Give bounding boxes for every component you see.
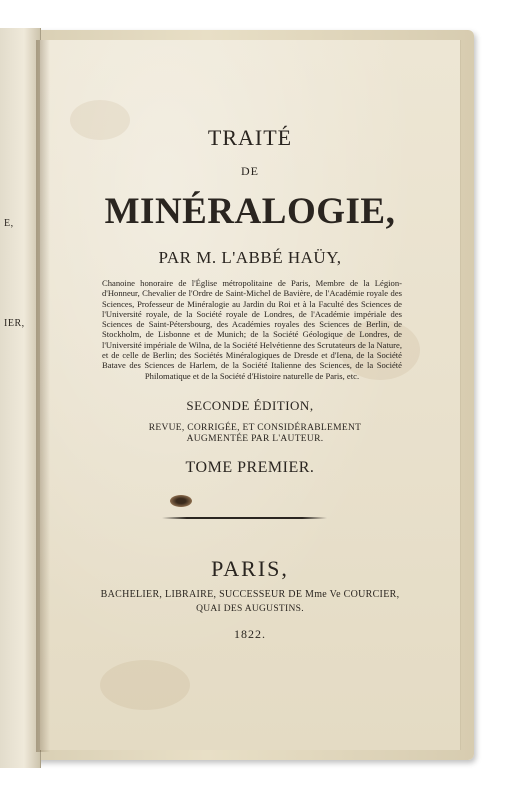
imprint-address: QUAI DES AUGUSTINS.	[196, 604, 304, 614]
main-title: MINÉRALOGIE,	[104, 191, 396, 232]
imprint-publisher: BACHELIER, LIBRAIRE, SUCCESSEUR DE Mme Ve COURCIER,	[100, 589, 400, 600]
ink-blot-ornament	[170, 495, 192, 507]
left-page-edge	[0, 28, 41, 768]
title-line-1: TRAITÉ	[207, 125, 293, 150]
author-titles: Chanoine honoraire de l'Église métropolitaine de Paris, Membre de la Légion-d'Honneur, Chevalier de l'Ordre de Saint-Michel de Bavière, de l'Académie royale des Sciences, Professeur de Minéralogie au Jardin du Roi et à la Faculté des Sciences de l'Université royale, de la Société royale de Londres, de l'Académie impériale des Sciences de Saint-Pétersbourg, des Académies royales des Sciences de Berlin, de Stockholm, de Lisbonne et de Munich; de la Société Géologique de Londres, de l'Université impériale de Wilna, de la Société Helvétienne des Scrutateurs de la Nature, et de celle de Berlin; des Sociétés Minéralogiques de Dresde et d'Iena, de la Société Batave des Sciences de Harlem, de la Société Italienne des Sciences, de la Société Philomatique et de la Société d'Histoire naturelle de Paris, etc.	[102, 278, 402, 381]
left-page-fragment: IER,	[4, 318, 25, 329]
title-line-2: DE	[241, 164, 259, 178]
title-page	[40, 40, 461, 750]
paper-stain	[100, 660, 190, 710]
left-page-fragment: E,	[4, 218, 14, 229]
author-line: PAR M. L'ABBÉ HAÜY,	[158, 248, 342, 267]
revision-note: REVUE, CORRIGÉE, ET CONSIDÉRABLEMENT AUGMENTÉE PAR L'AUTEUR.	[148, 423, 362, 444]
imprint-year: 1822.	[234, 627, 266, 641]
edition-line: SECONDE ÉDITION,	[186, 398, 314, 413]
imprint-city: PARIS,	[211, 556, 289, 581]
volume-line: TOME PREMIER.	[185, 459, 315, 476]
divider-rule	[162, 517, 327, 519]
spine-shadow	[36, 40, 50, 752]
